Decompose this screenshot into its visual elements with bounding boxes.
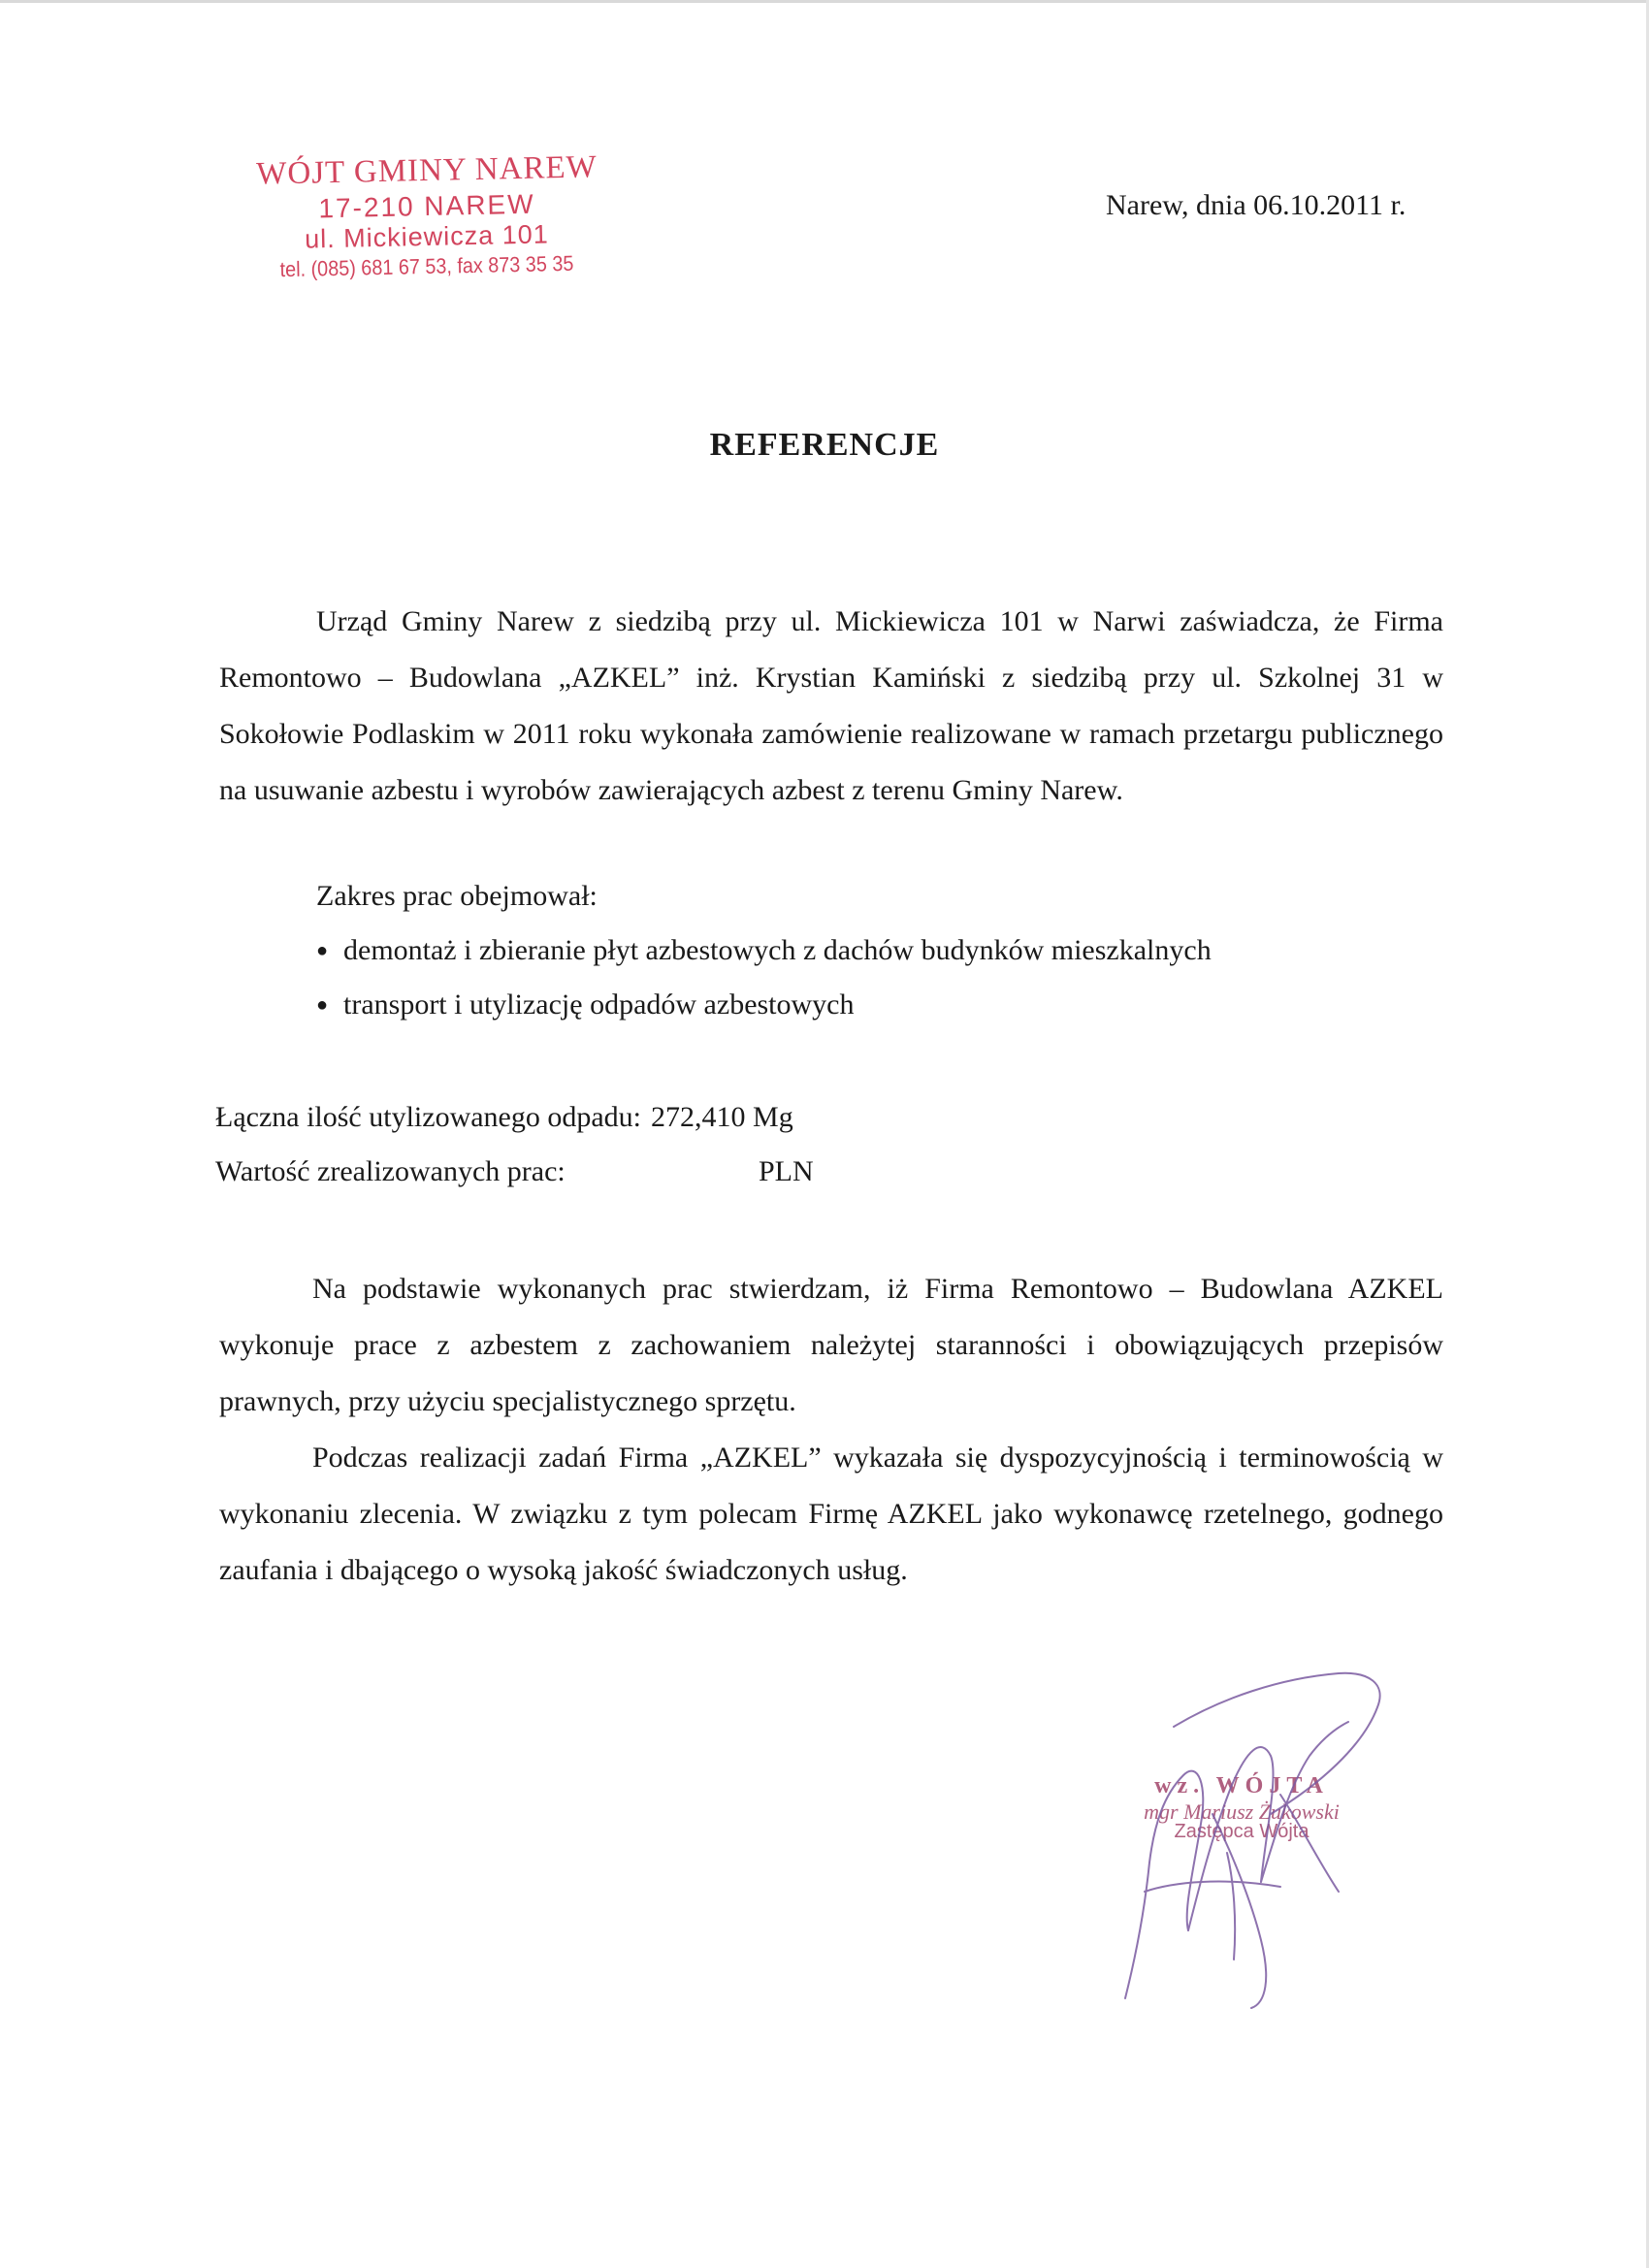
signature-block bbox=[1028, 1669, 1397, 2018]
document-title: REFERENCJE bbox=[709, 427, 940, 463]
paragraph-intro: Urząd Gminy Narew z siedzibą przy ul. Mickiewicza 101 w Narwi zaświadcza, że Firma Remontowo – Budowlana „AZKEL” inż. Krystian Kamiński z siedzibą przy ul. Szkolnej 31 w Sokołowie Podlaskim w 2011 roku wykonała zamówienie realizowane w ramach przetargu publicznego na usuwanie azbestu i wyrobów zawierających azbest z terenu Gminy Narew. bbox=[219, 605, 1443, 806]
stamp-line-postcode: 17-210 NAREW bbox=[318, 188, 535, 224]
scope-heading: Zakres prac obejmował: bbox=[316, 880, 598, 912]
value-currency: PLN bbox=[759, 1155, 814, 1187]
stamp-line-street: ul. Mickiewicza 101 bbox=[304, 219, 550, 254]
list-item: ● demontaż i zbieranie płyt azbestowych z dachów budynków mieszkalnych bbox=[316, 923, 1212, 978]
signature-stamp-name: mgr Mariusz Żukowski bbox=[1144, 1799, 1340, 1824]
stamp-line-phone: tel. (085) 681 67 53, fax 873 35 35 bbox=[279, 250, 574, 282]
value-row bbox=[215, 1145, 814, 1199]
stamp-line-office: WÓJT GMINY NAREW bbox=[255, 149, 598, 192]
document-date: Narew, dnia 06.10.2011 r. bbox=[1106, 189, 1406, 221]
paragraph-recommendation: Podczas realizacji zadań Firma „AZKEL” wykazała się dyspozycyjnością i terminowością w wykonaniu zlecenia. W związku z tym polecam Firmę AZKEL jako wykonawcę rzetelnego, godnego zaufania i dbającego o wysoką jakość świadczonych usług. bbox=[219, 1442, 1443, 1586]
office-stamp bbox=[233, 149, 621, 282]
signature-stamp-line: wz. WÓJTA bbox=[1154, 1773, 1329, 1798]
totals-section bbox=[215, 1090, 814, 1199]
handwritten-signature bbox=[1028, 1669, 1397, 2018]
scope-list bbox=[316, 923, 1212, 1032]
waste-label: Łączna ilość utylizowanego odpadu: bbox=[215, 1101, 642, 1133]
list-item: ● transport i utylizację odpadów azbestowych bbox=[316, 978, 1212, 1032]
scope-section bbox=[316, 869, 1212, 1032]
signature-stamp-role: Zastępca Wójta bbox=[1174, 1821, 1310, 1842]
waste-row bbox=[215, 1090, 814, 1145]
scan-edge bbox=[0, 0, 1649, 3]
value-label: Wartość zrealizowanych prac: bbox=[215, 1155, 566, 1187]
paragraph-assessment: Na podstawie wykonanych prac stwierdzam, iż Firma Remontowo – Budowlana AZKEL wykonuje prace z azbestem z zachowaniem należytej staranności i obowiązujących przepisów prawnych, przy użyciu specjalistycznego sprzętu. bbox=[219, 1273, 1443, 1417]
waste-value: 272,410 Mg bbox=[651, 1101, 793, 1133]
